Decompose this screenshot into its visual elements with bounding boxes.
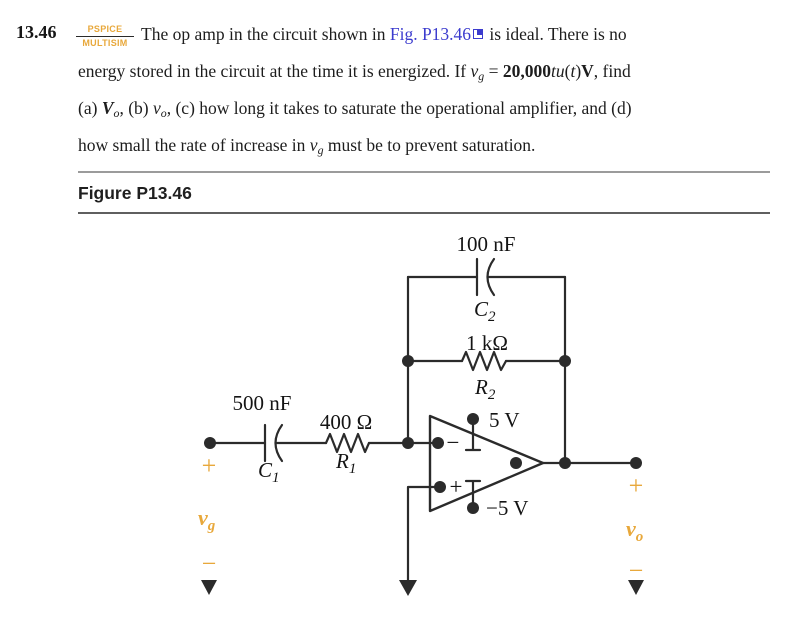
subscript: g [478, 69, 485, 84]
text-segment: (a) [78, 98, 102, 118]
c1-value-label: 500 nF [232, 391, 292, 415]
problem-number: 13.46 [16, 22, 57, 42]
r2-name-label: $R_2$ [475, 375, 496, 403]
opamp-output-dot [510, 457, 522, 469]
figure-heading: Figure P13.46 [78, 183, 192, 203]
badge-pspice-label: PSPICE [76, 24, 134, 37]
r2-right-junction-dot [559, 355, 571, 367]
feedback-output-junction-dot [559, 457, 571, 469]
noninverting-input-wire [408, 487, 440, 581]
noninverting-input-dot [434, 481, 446, 493]
text-segment: how small the rate of increase in [78, 135, 310, 155]
text-segment: v [309, 135, 318, 155]
c1-name-label: $C_1$ [258, 458, 280, 486]
vo-plus-sign: + [628, 471, 644, 500]
figure-link[interactable]: Fig. P13.46 [389, 24, 472, 44]
text-segment: energy stored in the circuit at the time it is energized. If [78, 61, 471, 81]
text-segment: v [152, 98, 161, 118]
vo-label: $v_o$ [626, 516, 644, 545]
text-segment: V [581, 61, 594, 81]
inverting-node-dot [402, 437, 414, 449]
text-segment: 20,000 [502, 61, 551, 81]
vcc-label: 5 V [489, 408, 520, 432]
text-segment: v [470, 61, 479, 81]
inverting-minus-sign: − [446, 430, 460, 455]
ground-arrow-noninverting [399, 580, 417, 596]
text-segment: must be to prevent saturation. [323, 135, 536, 155]
text-segment: is ideal. There is no [485, 24, 627, 44]
c2-name-label: $C_2$ [474, 297, 496, 325]
r1-name-label: $R_1$ [336, 449, 357, 477]
vee-pin-dot [467, 502, 479, 514]
text-segment: V [101, 98, 114, 118]
badge-multisim-label: MULTISIM [82, 38, 128, 48]
output-terminal-dot [630, 457, 642, 469]
text-segment: t [570, 61, 576, 81]
text-segment: , (b) [119, 98, 153, 118]
subscript: o [113, 106, 120, 121]
r2-value-label: 1 kΩ [466, 331, 508, 355]
vee-label: −5 V [486, 496, 529, 520]
vo-minus-sign: − [628, 556, 644, 585]
r1-value-label: 400 Ω [319, 410, 373, 434]
inverting-input-dot [432, 437, 444, 449]
vg-label: $v_g$ [198, 505, 216, 534]
noninverting-plus-sign: + [449, 474, 463, 499]
vg-minus-sign: − [201, 549, 217, 578]
text-segment: = [484, 61, 503, 81]
text-segment: , (c) how long it takes to saturate the operational amplifier, and (d) [166, 98, 632, 118]
c2-value-label: 100 nF [456, 232, 516, 256]
text-segment: tu [550, 61, 565, 81]
vcc-pin-dot [467, 413, 479, 425]
r2-left-junction-dot [402, 355, 414, 367]
vg-plus-sign: + [201, 451, 217, 480]
input-terminal-dot [204, 437, 216, 449]
text-segment: The op amp in the circuit shown in [141, 24, 390, 44]
text-segment: , find [593, 61, 631, 81]
subscript: g [317, 143, 324, 158]
ground-arrow-input [201, 580, 217, 595]
text-segment: ) [575, 61, 582, 81]
text-segment: ( [564, 61, 571, 81]
subscript: o [160, 106, 167, 121]
